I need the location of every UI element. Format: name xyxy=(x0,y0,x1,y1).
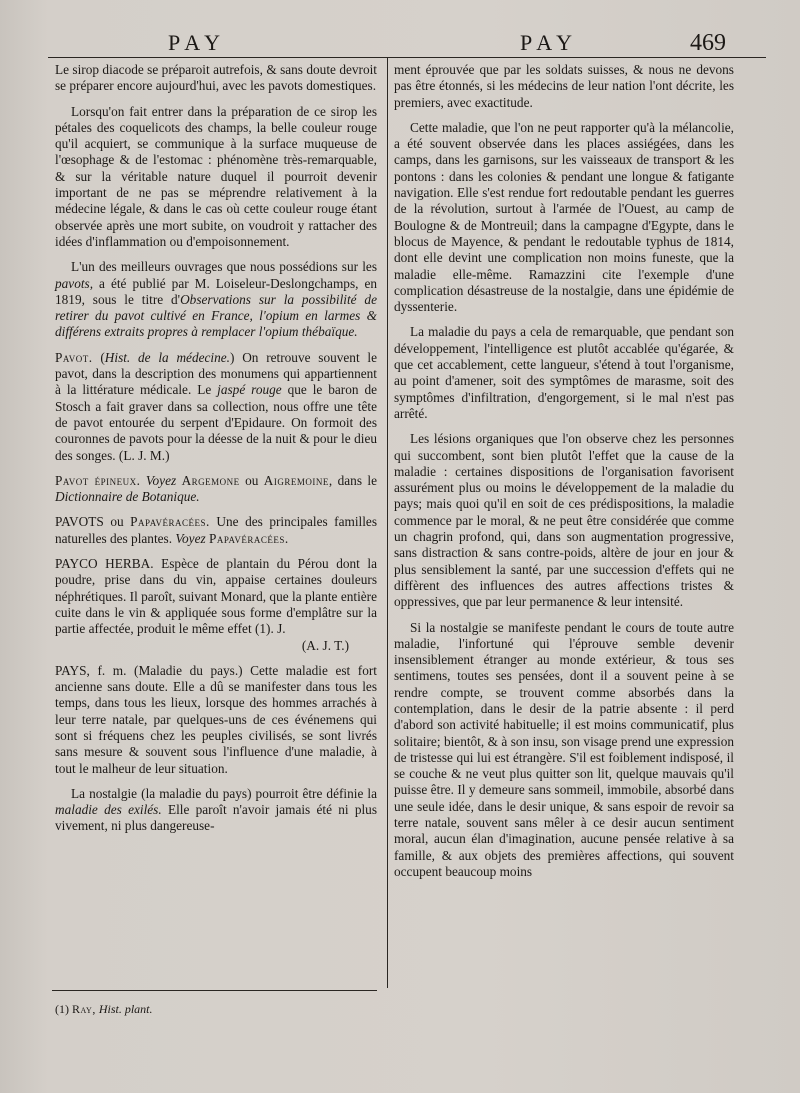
entry-pavots: PAVOTS ou Papavéracées. Une des principales familles naturelles des plantes. Voyez Papavéracées. xyxy=(55,514,378,546)
author-signature: (L. J. M.) xyxy=(118,447,170,463)
left-column xyxy=(55,62,377,844)
entry-headword: PAYS, xyxy=(55,662,90,678)
paragraph-manifeste: Si la nostalgie se manifeste pendant le cours de toute autre maladie, l'infortuné qui l'éprouve semble devenir insensiblement étranger au monde extérieur, & tous ses sentimens, toutes ses pensées, dont il a souvent peine à se rendre compte, se trouvent comme absorbés dans la contemplation, dans le desir de la patrie absente : il perd d'abord son activité habituelle; il est moins communicatif, plus solitaire; bientôt, & à son insu, son visage prend une expression de tristesse qui lui est étrangère. S'il est foiblement indisposé, il se couche & ne veut plus quitter son lit, quelque mauvais qu'il puisse être. Il y demeure sans sommeil, immobile, absorbé dans une seule idée, dans le desir unique, & sans espoir de revoir sa terre natale, souvent sans mêler à ce desir aucun sentiment moral, aucun élan d'imagination, aucune pensée relative à sa famille, & aux objets des premières affections, qui souvent occupent beaucoup moins xyxy=(394,619,734,879)
entry-headword: Pavot épineux. xyxy=(55,472,141,488)
footnote-rule xyxy=(52,990,377,991)
paragraph-melancolie: Cette maladie, que l'on ne peut rapporter qu'à la mélancolie, a été souvent observée dans les places assiégées, dans les camps, dans les garnisons, sur les vaisseaux de transport & les pontons : dans les colonies & pendant une longue & fatigante navigation. Elle s'est rendue fort redoutable pendant les guerres de la révolution, surtout à l'armée de l'Ouest, au camp de Boulogne & de Montreuil; dans la campagne d'Egypte, dans le blocus de Mayence, & pendant le redoutable typhus de 1814, dont elle devint une complication non moins funeste, que la maladie elle-même. Ramazzini cite l'exemple d'une complication désastreuse de la nostalgie, dans une épidémie de dyssenterie. xyxy=(394,119,734,315)
column-divider xyxy=(387,58,388,988)
paragraph-coquelicots: Lorsqu'on fait entrer dans la préparation de ce sirop les pétales des coquelicots des champs, la belle couleur rouge qu'il acquiert, se communique à la surface muqueuse de l'œsophage & de l'estomac : phénomène très-remarquable, & sur la véritable nature duquel il pourroit devenir important de ne pas se méprendre relativement à la médecine légale, & dans le cas où cette couleur rouge étant observée après une mort subite, on voudroit y rattacher des idées d'inflammation ou d'empoisonnement. xyxy=(55,103,377,249)
page-number: 469 xyxy=(690,30,726,56)
paragraph-loiseleur: L'un des meilleurs ouvrages que nous possédions sur les pavots, a été publié par M. Loiseleur-Deslongchamps, en 1819, sous le titre d'Observations sur la possibilité de retirer du pavot cultivé en France, l'opium en larmes & différens extraits propres à remplacer l'opium thébaïque. xyxy=(55,259,377,340)
entry-payco-herba: PAYCO HERBA. Espèce de plantain du Pérou dont la poudre, prise dans du vin, appaise certaines douleurs néphrétiques. Il paroît, suivant Monard, que la plante entière cuite dans le vin & appliquée sous forme d'emplâtre sur la partie affectée, produit le même effet (1). J. (A. J. T.) xyxy=(55,556,378,653)
footnote-author: Ray, xyxy=(72,1002,96,1016)
running-head-right: PAY xyxy=(520,30,578,55)
running-head-left: PAY xyxy=(168,30,226,55)
entry-headword: Pavot. xyxy=(55,349,93,365)
paragraph-sirop: Le sirop diacode se préparoit autrefois, & sans doute devroit se préparer encore aujourd'hui, avec les pavots domestiques. xyxy=(55,62,377,94)
right-column xyxy=(394,62,734,889)
paragraph-remarquable: La maladie du pays a cela de remarquable, que pendant son développement, l'intelligence est plutôt accablée qu'égarée, & que cet accablement, cette langueur, s'étend à tout l'organisme, au point d'amener, soit des symptômes de marasme, soit des symptômes d'infiltration, d'engorgement, si le mal n'est pas arrêté. xyxy=(394,324,734,421)
header-rule xyxy=(48,57,766,58)
author-signature: (A. J. T.) xyxy=(301,637,349,653)
paragraph-nostalgie: La nostalgie (la maladie du pays) pourroit être définie la maladie des exilés. Elle paroît n'avoir jamais été ni plus vivement, ni plus dangereuse- xyxy=(55,785,378,834)
book-title: Observations sur la possibilité de retirer du pavot cultivé en France, l'opium en larmes & différens extraits propres à remplacer l'opium thébaïque. xyxy=(55,291,377,340)
paragraph-soldats-suisses: ment éprouvée que par les soldats suisses, & nous ne devons pas être étonnés, si les médecins de leur nation l'ont décrite, les premiers, avec exactitude. xyxy=(394,62,734,110)
entry-pavot: Pavot. (Hist. de la médecine.) On retrouve souvent le pavot, dans la description des monumens qui appartiennent à la littérature médicale. Le jaspé rouge que le baron de Stosch a fait graver dans sa collection, nous offre une tête de pavot entourée du serpent d'Epidaure. On formoit des couronnes de pavots pour la déesse de la nuit & pour le dieu des songes. (L. J. M.) xyxy=(55,349,378,463)
entry-pavot-epineux: Pavot épineux. Voyez Argemone ou Aigremoine, dans le Dictionnaire de Botanique. xyxy=(55,472,377,505)
footnote-marker: (1) xyxy=(55,1002,69,1016)
footnote-title: Hist. plant. xyxy=(98,1002,153,1016)
entry-pays: PAYS, f. m. (Maladie du pays.) Cette maladie est fort ancienne sans doute. Elle a dû se manifester dans tous les temps, dans tous les lieux, lorsque des hommes arrachés à leur terre natale, par quelques-uns de ces événemens qui sont si fréquens chez les peuples civilisés, se sont livrés sans mesure & souvent sous l'influence d'une maladie, à tout le malheur de leur situation. xyxy=(55,662,377,776)
footnote xyxy=(55,1002,153,1017)
entry-headword: PAYCO HERBA. xyxy=(55,556,154,572)
entry-headword: PAVOTS xyxy=(55,514,104,530)
paragraph-lesions: Les lésions organiques que l'on observe chez les personnes qui succombent, sont bien plutôt l'effet que la cause de la maladie : certaines dispositions de l'organisation favorisent assurément plus ou moins le développement de la maladie du pays; mais quoi qu'il en soit de ces prédispositions, la maladie commence par le moral, & ne peut être considérée que comme un chagrin profond, qui, dans son augmentation progressive, sans distraction & sans contre-poids, altère de jour en jour & plus sensiblement la santé, par une succession d'effets qui ne diffèrent des influences des autres affections tristes & oppressives, que par leur permanence & leur intensité. xyxy=(394,431,734,610)
